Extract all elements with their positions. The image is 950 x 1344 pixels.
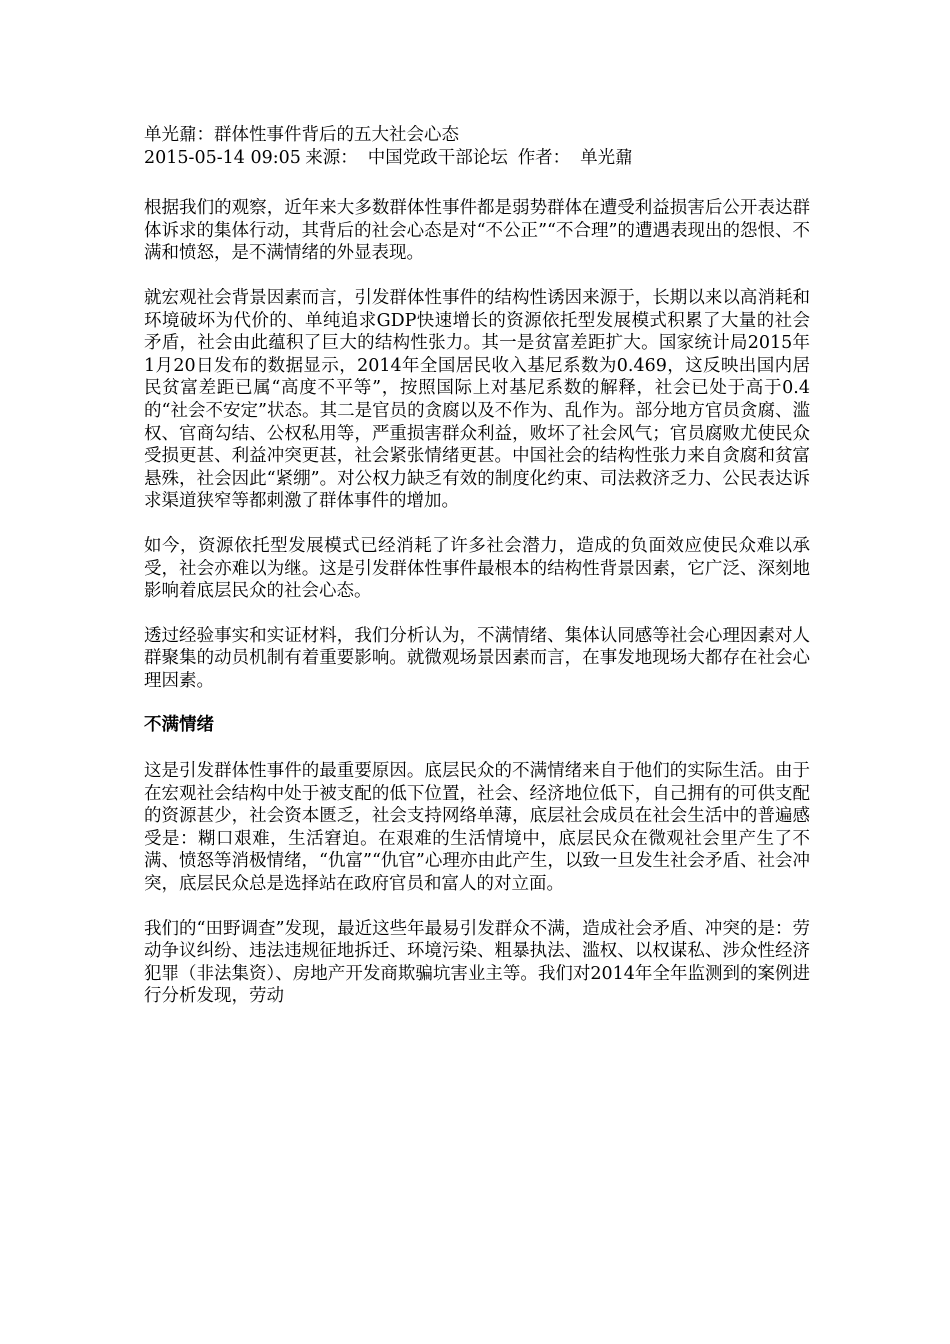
author-label: 作者： — [517, 147, 571, 168]
paragraph-2: 就宏观社会背景因素而言，引发群体性事件的结构性诱因来源于，长期以来以高消耗和环境破坏为代价的、单纯追求GDP快速增长的资源依托型发展模式积累了大量的社会矛盾，社会由此蕴积了巨大的结构性张力。其一是贫富差距扩大。国家统计局2015年1月20日发布的数据显示，2014年全国居民收入基尼系数为0.469，这反映出国内居民贫富差距已属“高度不平等”，按照国际上对基尼系数的解释，社会已处于高于0.4的“社会不安定”状态。其二是官员的贪腐以及不作为、乱作为。部分地方官员贪腐、滥权、官商勾结、公权私用等，严重损害群众利益，败坏了社会风气；官员腐败尤使民众受损更甚、利益冲突更甚，社会紧张情绪更甚。中国社会的结构性张力来自贪腐和贫富悬殊，社会因此“紧绷”。对公权力缺乏有效的制度化约束、司法救济乏力、公民表达诉求渠道狭窄等都刺激了群体事件的增加。 — [144, 287, 810, 512]
section-paragraph-2: 我们的“田野调查”发现，最近这些年最易引发群众不满，造成社会矛盾、冲突的是：劳动争议纠纷、违法违规征地拆迁、环境污染、粗暴执法、滥权、以权谋私、涉众性经济犯罪（非法集资）、房地产开发商欺骗坑害业主等。我们对2014年全年监测到的案例进行分析发现，劳动 — [144, 918, 810, 1007]
spacer — [144, 169, 810, 197]
paragraph-1: 根据我们的观察，近年来大多数群体性事件都是弱势群体在遭受利益损害后公开表达群体诉求的集体行动，其背后的社会心态是对“不公正”“不合理”的遭遇表现出的怨恨、不满和愤怒，是不满情绪的外显表现。 — [144, 198, 810, 264]
article-meta — [144, 147, 810, 170]
article-author: 单光鼐 — [580, 147, 633, 168]
paragraph-4: 透过经验事实和实证材料，我们分析认为，不满情绪、集体认同感等社会心理因素对人群聚集的动员机制有着重要影响。就微观场景因素而言，在事发地现场大都存在社会心理因素。 — [144, 625, 810, 691]
article-source: 中国党政干部论坛 — [367, 147, 508, 168]
document-page — [144, 124, 810, 1030]
source-label: 来源： — [305, 147, 358, 168]
section-paragraph-1: 这是引发群体性事件的最重要原因。底层民众的不满情绪来自于他们的实际生活。由于在宏观社会结构中处于被支配的低下位置，社会、经济地位低下，自己拥有的可供支配的资源甚少，社会资本匮乏，社会支持网络单薄，底层社会成员在社会生活中的普遍感受是：糊口艰难，生活窘迫。在艰难的生活情境中，底层民众在微观社会里产生了不满、愤怒等消极情绪，“仇富”“仇官”心理亦由此产生，以致一旦发生社会矛盾、社会冲突，底层民众总是选择站在政府官员和富人的对立面。 — [144, 761, 810, 895]
article-title: 单光鼐：群体性事件背后的五大社会心态 — [144, 125, 459, 145]
paragraph-3: 如今，资源依托型发展模式已经消耗了许多社会潜力，造成的负面效应使民众难以承受，社会亦难以为继。这是引发群体性事件最根本的结构性背景因素，它广泛、深刻地影响着底层民众的社会心态。 — [144, 535, 810, 602]
article-datetime: 2015-05-14 09:05 — [144, 147, 301, 168]
section-heading: 不满情绪 — [144, 715, 214, 736]
